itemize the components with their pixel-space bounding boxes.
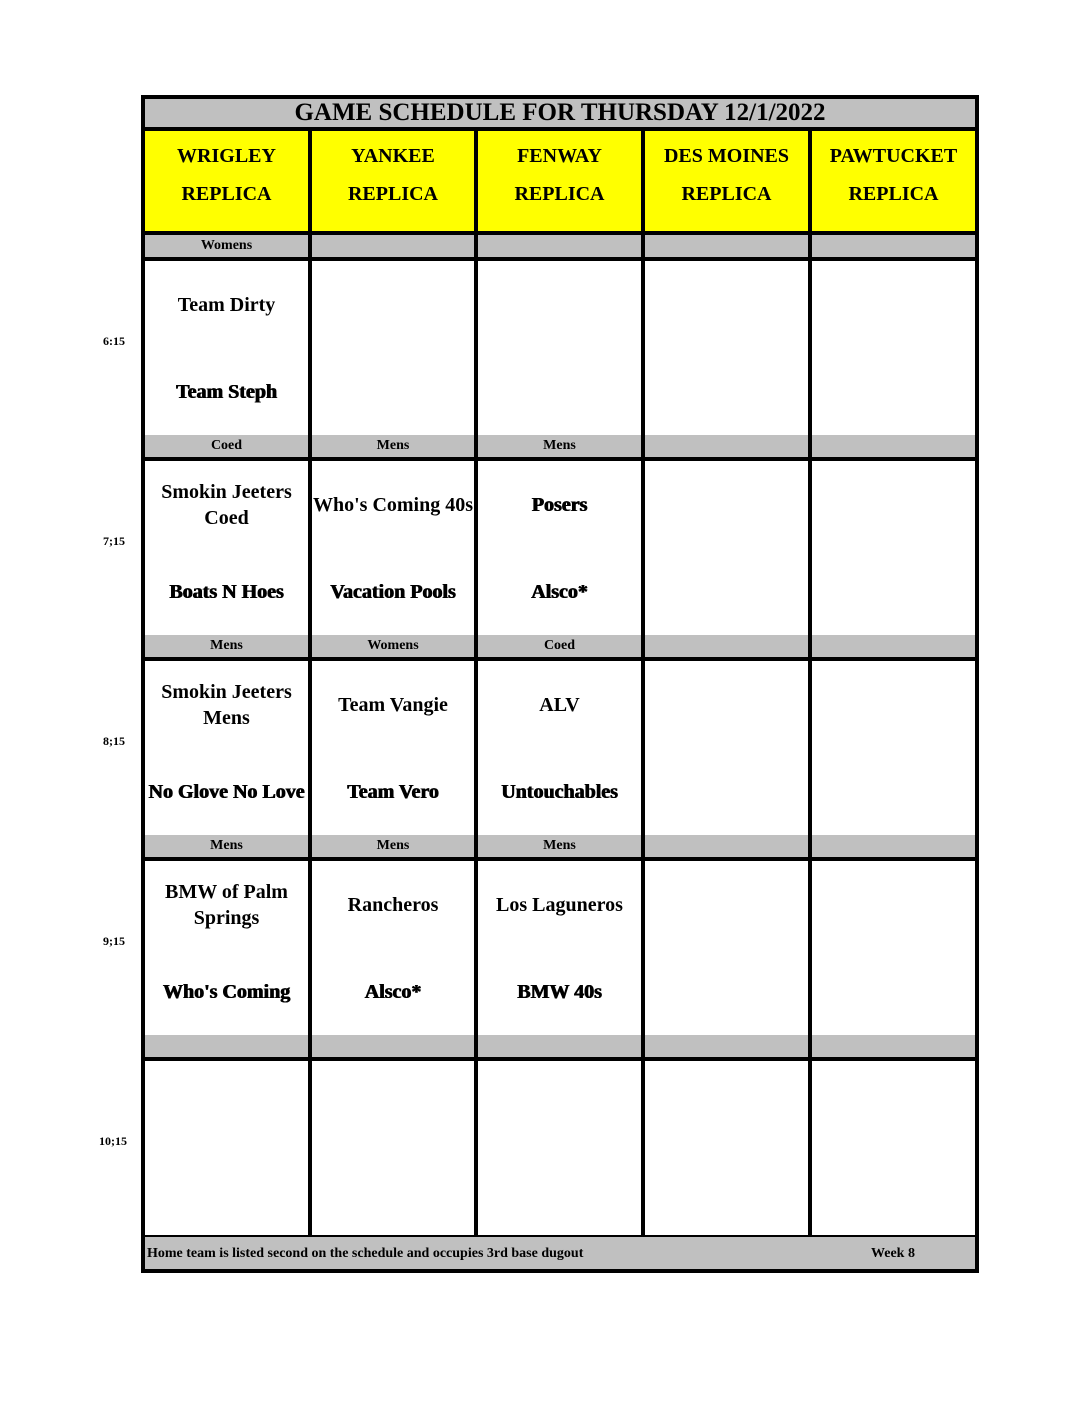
home-team	[812, 349, 975, 435]
game-cell	[478, 661, 641, 835]
away-team	[812, 461, 975, 549]
week-label: Week 8	[871, 1246, 915, 1261]
away-team: ALV	[539, 694, 580, 716]
away-team	[645, 861, 808, 949]
game-cell	[145, 1061, 308, 1235]
away-team	[312, 261, 474, 349]
home-team-note: Home team is listed second on the schedule and occupies 3rd base dugout	[147, 1246, 584, 1261]
home-team	[478, 1149, 641, 1235]
division-label: Mens	[478, 835, 641, 857]
game-cell	[812, 661, 975, 835]
venue-header	[145, 131, 308, 231]
division-label: Mens	[312, 835, 474, 857]
schedule-table	[141, 95, 979, 1273]
division-label	[478, 1035, 641, 1057]
home-team: Team Steph	[176, 381, 277, 403]
division-label	[812, 1035, 975, 1057]
division-label	[645, 635, 808, 657]
venue-header	[478, 131, 641, 231]
away-team	[812, 261, 975, 349]
away-team	[312, 1061, 474, 1149]
home-team: No Glove No Love	[148, 781, 305, 803]
division-label	[812, 435, 975, 457]
division-label: Mens	[312, 435, 474, 457]
schedule-title: GAME SCHEDULE FOR THURSDAY 12/1/2022	[145, 99, 975, 127]
division-label: Womens	[312, 635, 474, 657]
game-cell	[478, 261, 641, 435]
division-label	[145, 1035, 308, 1057]
home-team	[645, 749, 808, 835]
game-cell	[145, 261, 308, 435]
game-cell	[812, 861, 975, 1035]
game-cell	[645, 461, 808, 635]
game-cell	[312, 661, 474, 835]
away-team: Team Dirty	[177, 294, 276, 316]
game-cell	[145, 461, 308, 635]
game-cell	[645, 261, 808, 435]
venue-subtitle: REPLICA	[347, 183, 438, 205]
home-team	[812, 749, 975, 835]
away-team: Smokin Jeeters Coed	[161, 481, 292, 529]
division-label: Coed	[145, 435, 308, 457]
game-cell	[312, 461, 474, 635]
time-slot-label: 10;15	[99, 1134, 127, 1148]
division-label: Mens	[145, 635, 308, 657]
time-slot-label: 8;15	[103, 734, 125, 748]
game-cell	[645, 1061, 808, 1235]
away-team: Smokin Jeeters Mens	[161, 681, 292, 729]
venue-subtitle: REPLICA	[514, 183, 605, 205]
division-label	[645, 435, 808, 457]
home-team	[645, 549, 808, 635]
away-team	[645, 661, 808, 749]
game-cell	[478, 461, 641, 635]
home-team	[145, 1149, 308, 1235]
away-team: Who's Coming 40s	[312, 494, 474, 516]
venue-subtitle: REPLICA	[181, 183, 272, 205]
venue-name: WRIGLEY	[177, 145, 276, 167]
home-team	[812, 1149, 975, 1235]
venue-subtitle: REPLICA	[848, 183, 939, 205]
away-team	[812, 661, 975, 749]
game-cell	[645, 661, 808, 835]
venue-name: YANKEE	[351, 145, 435, 167]
home-team: Who's Coming	[162, 981, 291, 1003]
division-label	[645, 1035, 808, 1057]
game-cell	[478, 1061, 641, 1235]
home-team: BMW 40s	[517, 981, 602, 1003]
away-team	[645, 1061, 808, 1149]
away-team	[812, 1061, 975, 1149]
away-team: Team Vangie	[338, 694, 448, 716]
venue-header	[812, 131, 975, 231]
division-label: Mens	[145, 835, 308, 857]
home-team	[312, 349, 474, 435]
home-team: Vacation Pools	[330, 581, 456, 603]
venue-name: DES MOINES	[663, 145, 790, 167]
home-team: Alsco*	[531, 581, 588, 603]
division-label	[812, 635, 975, 657]
away-team	[645, 261, 808, 349]
game-cell	[812, 261, 975, 435]
away-team: Los Laguneros	[496, 894, 623, 916]
venue-header	[312, 131, 474, 231]
division-label	[645, 235, 808, 257]
division-label	[645, 835, 808, 857]
game-cell	[145, 861, 308, 1035]
game-cell	[312, 261, 474, 435]
venue-subtitle: REPLICA	[681, 183, 772, 205]
away-team	[812, 861, 975, 949]
game-cell	[312, 861, 474, 1035]
division-label	[812, 835, 975, 857]
game-cell	[645, 861, 808, 1035]
game-cell	[145, 661, 308, 835]
game-cell	[812, 1061, 975, 1235]
time-slot-label: 6:15	[103, 334, 125, 348]
division-label: Mens	[478, 435, 641, 457]
time-slot-label: 9;15	[103, 934, 125, 948]
division-label	[312, 235, 474, 257]
venue-name: FENWAY	[517, 145, 602, 167]
division-label	[812, 235, 975, 257]
game-cell	[312, 1061, 474, 1235]
home-team	[812, 949, 975, 1035]
away-team: BMW of Palm Springs	[165, 881, 288, 929]
schedule-footer	[145, 1237, 975, 1269]
away-team	[478, 1061, 641, 1149]
away-team	[645, 461, 808, 549]
division-label	[478, 235, 641, 257]
home-team	[812, 549, 975, 635]
division-label: Womens	[145, 235, 308, 257]
division-label: Coed	[478, 635, 641, 657]
game-cell	[812, 461, 975, 635]
home-team	[478, 349, 641, 435]
venue-name: PAWTUCKET	[829, 145, 958, 167]
division-label	[312, 1035, 474, 1057]
game-cell	[478, 861, 641, 1035]
venue-header	[645, 131, 808, 231]
home-team	[645, 1149, 808, 1235]
home-team	[645, 349, 808, 435]
away-team: Rancheros	[347, 894, 439, 916]
home-team	[645, 949, 808, 1035]
time-slot-label: 7;15	[103, 534, 125, 548]
home-team: Alsco*	[364, 981, 422, 1003]
away-team: Posers	[531, 494, 588, 516]
away-team	[478, 261, 641, 349]
away-team	[145, 1061, 308, 1149]
home-team: Boats N Hoes	[169, 581, 284, 603]
home-team	[312, 1149, 474, 1235]
home-team: Untouchables	[501, 781, 618, 803]
home-team: Team Vero	[347, 781, 439, 803]
